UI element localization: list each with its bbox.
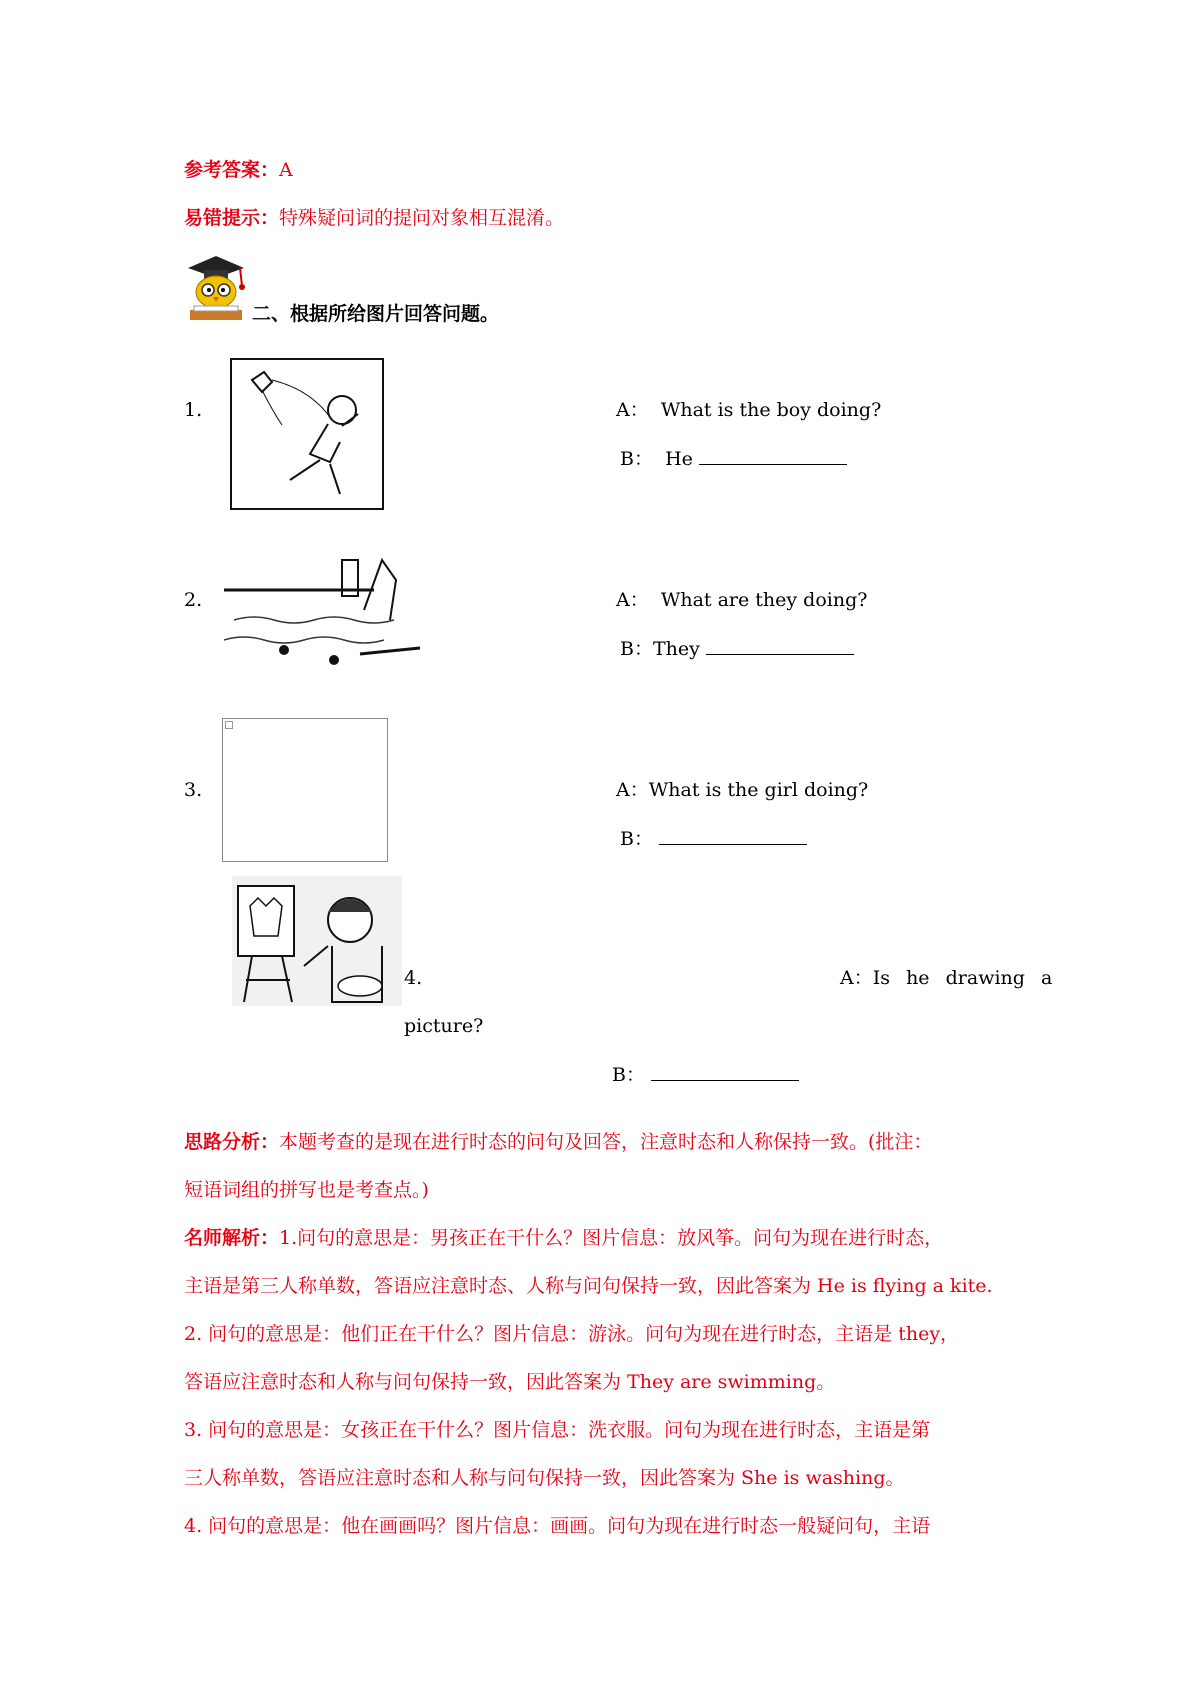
explain-line7: 4. 问句的意思是：他在画画吗？图片信息：画画。问句为现在进行时态一般疑问句，主语 bbox=[184, 1515, 931, 1537]
q3-b-label: B： bbox=[620, 828, 653, 850]
q3-number: 3. bbox=[184, 779, 203, 801]
q4-a-line bbox=[840, 966, 1052, 990]
q3-a-line bbox=[616, 778, 868, 802]
q2-b-label: B： bbox=[620, 638, 653, 660]
q1-number: 1. bbox=[184, 399, 203, 421]
q1-picture-kite bbox=[230, 358, 384, 510]
q1-b-text: He bbox=[665, 448, 693, 470]
explain-text1: 1.问句的意思是：男孩正在干什么？图片信息：放风筝。问句为现在进行时态， bbox=[279, 1227, 944, 1249]
answer-label: 参考答案： bbox=[184, 159, 280, 181]
q2-a-text: What are they doing? bbox=[660, 589, 868, 611]
analysis-line2: 短语词组的拼写也是考查点。) bbox=[184, 1179, 429, 1201]
q2-b-text: They bbox=[652, 638, 700, 660]
answer-value: A bbox=[279, 159, 293, 181]
broken-image-icon bbox=[225, 721, 233, 729]
explain-line5: 3. 问句的意思是：女孩正在干什么？图片信息：洗衣服。问句为现在进行时态，主语是第 bbox=[184, 1419, 931, 1441]
q3-a-label: A： bbox=[616, 779, 649, 801]
q4-answer-blank[interactable] bbox=[651, 1062, 799, 1081]
section-title: 二、根据所给图片回答问题。 bbox=[252, 303, 500, 325]
q3-picture-placeholder bbox=[222, 718, 388, 862]
q1-a-line bbox=[616, 398, 881, 422]
tip-value: 特殊疑问词的提问对象相互混淆。 bbox=[279, 207, 565, 229]
q4-b-label: B： bbox=[612, 1064, 645, 1086]
q1-b-label: B： bbox=[620, 448, 653, 470]
q1-a-text: What is the boy doing? bbox=[660, 399, 882, 421]
q2-answer-blank[interactable] bbox=[706, 636, 854, 655]
q3-answer-blank[interactable] bbox=[659, 826, 807, 845]
q1-a-label: A： bbox=[616, 399, 649, 421]
q4-a-label: A： bbox=[840, 967, 873, 989]
tip-label: 易错提示： bbox=[184, 207, 280, 229]
analysis-line1 bbox=[184, 1130, 932, 1154]
q1-b-line bbox=[620, 446, 847, 471]
q4-a-text: Is he drawing a bbox=[872, 967, 1053, 989]
analysis-text1: 本题考查的是现在进行时态的问句及回答，注意时态和人称保持一致。(批注： bbox=[279, 1131, 933, 1153]
q1-answer-blank[interactable] bbox=[699, 446, 847, 465]
doctor-mascot-icon bbox=[180, 246, 252, 324]
explain-line2: 主语是第三人称单数，答语应注意时态、人称与问句保持一致，因此答案为 He is flying a kite. bbox=[184, 1275, 993, 1297]
explain-line3: 2. 问句的意思是：他们正在干什么？图片信息：游泳。问句为现在进行时态，主语是 they， bbox=[184, 1323, 960, 1345]
answer-line bbox=[184, 158, 293, 182]
q4-a-text-cont: picture? bbox=[404, 1015, 484, 1037]
q2-a-label: A： bbox=[616, 589, 649, 611]
explain-line1 bbox=[184, 1226, 943, 1250]
tip-line bbox=[184, 206, 564, 230]
q4-number: 4. bbox=[404, 967, 423, 989]
q3-a-text: What is the girl doing? bbox=[648, 779, 869, 801]
q4-picture-drawing bbox=[232, 876, 402, 1006]
analysis-label: 思路分析： bbox=[184, 1131, 280, 1153]
q3-b-line bbox=[620, 826, 807, 851]
q2-number: 2. bbox=[184, 589, 203, 611]
q2-picture-swimming bbox=[224, 550, 424, 672]
explain-label: 名师解析： bbox=[184, 1227, 280, 1249]
explain-line4: 答语应注意时态和人称与问句保持一致，因此答案为 They are swimming。 bbox=[184, 1371, 836, 1393]
q2-a-line bbox=[616, 588, 867, 612]
explain-line6: 三人称单数，答语应注意时态和人称与问句保持一致，因此答案为 She is washing。 bbox=[184, 1467, 905, 1489]
q2-b-line bbox=[620, 636, 854, 661]
q4-b-line bbox=[612, 1062, 799, 1087]
